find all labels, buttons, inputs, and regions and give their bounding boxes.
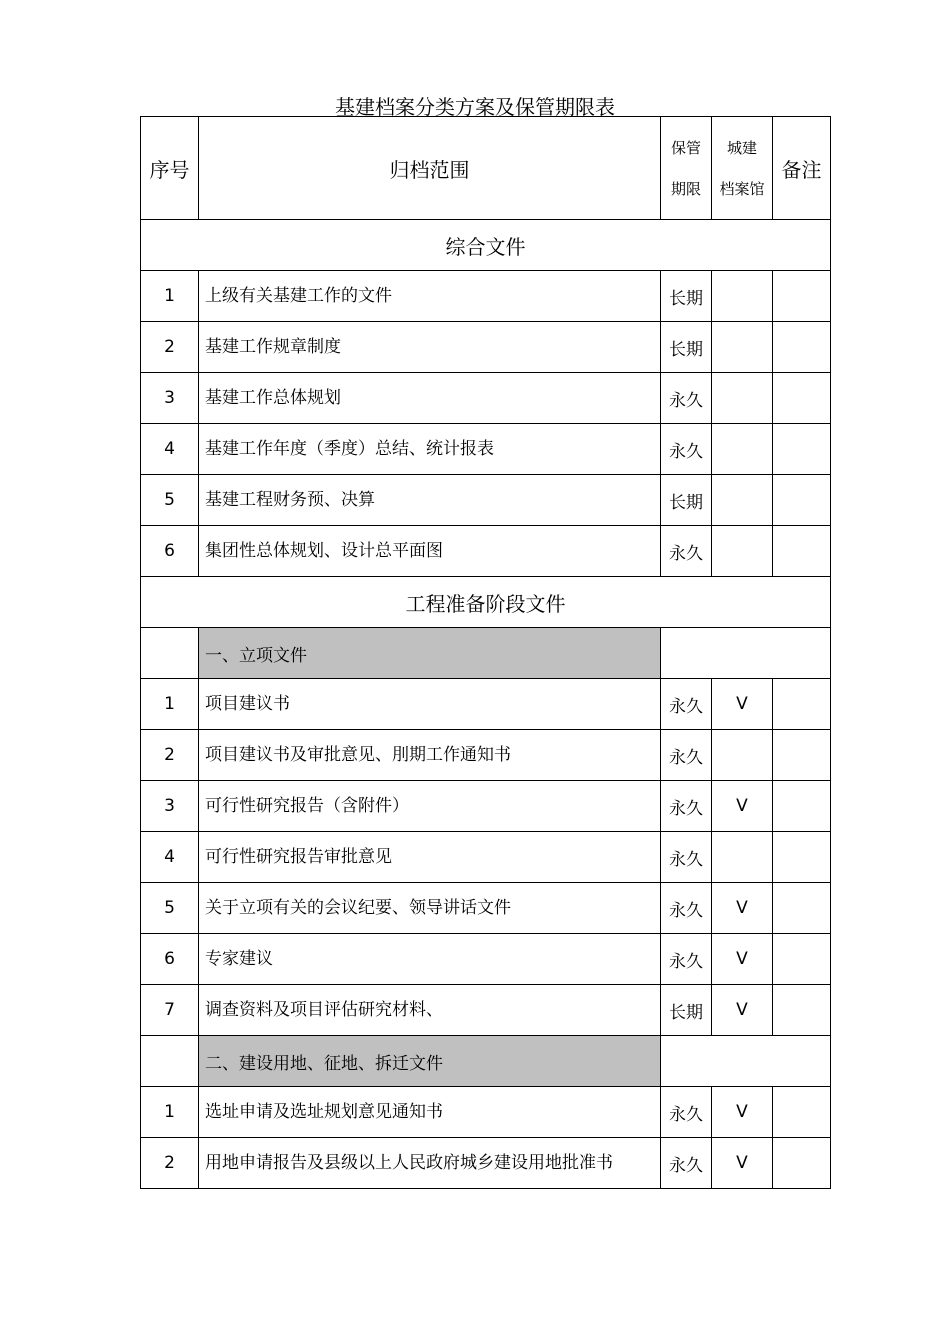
table-row — [141, 1138, 831, 1189]
row-scope: 基建工作总体规划 — [199, 373, 661, 424]
table-row — [141, 475, 831, 526]
table-row — [141, 373, 831, 424]
subsection-row — [141, 628, 831, 679]
row-archive-mark — [712, 424, 773, 475]
row-remark — [773, 883, 831, 934]
row-period: 永久 — [661, 1087, 712, 1138]
header-scope: 归档范围 — [199, 117, 661, 220]
row-number: 6 — [141, 934, 199, 985]
row-period: 永久 — [661, 373, 712, 424]
row-number: 5 — [141, 475, 199, 526]
row-scope: 可行性研究报告审批意见 — [199, 832, 661, 883]
table-row — [141, 985, 831, 1036]
header-row — [141, 117, 831, 220]
row-number: 2 — [141, 322, 199, 373]
row-number: 1 — [141, 1087, 199, 1138]
row-number: 4 — [141, 832, 199, 883]
row-period: 长期 — [661, 271, 712, 322]
table-row — [141, 883, 831, 934]
row-scope: 关于立项有关的会议纪要、领导讲话文件 — [199, 883, 661, 934]
section-title: 综合文件 — [141, 220, 831, 271]
row-archive-mark — [712, 373, 773, 424]
row-remark — [773, 1138, 831, 1189]
header-remark: 备注 — [773, 117, 831, 220]
row-period: 长期 — [661, 322, 712, 373]
row-scope: 用地申请报告及县级以上人民政府城乡建设用地批准书 — [199, 1138, 661, 1189]
row-archive-mark — [712, 475, 773, 526]
row-scope: 调查资料及项目评估研究材料、 — [199, 985, 661, 1036]
row-archive-mark: V — [712, 985, 773, 1036]
row-period: 永久 — [661, 526, 712, 577]
row-period: 永久 — [661, 424, 712, 475]
table-row — [141, 730, 831, 781]
row-scope: 上级有关基建工作的文件 — [199, 271, 661, 322]
table-row — [141, 781, 831, 832]
header-period-line1: 保管 — [670, 139, 701, 157]
row-period: 永久 — [661, 934, 712, 985]
row-number: 5 — [141, 883, 199, 934]
row-scope: 集团性总体规划、设计总平面图 — [199, 526, 661, 577]
row-remark — [773, 322, 831, 373]
subsection-title: 一、立项文件 — [199, 628, 661, 679]
row-scope: 可行性研究报告（含附件） — [199, 781, 661, 832]
archive-table — [140, 116, 831, 1189]
row-remark — [773, 934, 831, 985]
row-scope: 项目建议书及审批意见、刖期工作通知书 — [199, 730, 661, 781]
document-title: 基建档案分类方案及保管期限表 — [335, 95, 615, 119]
subsection-blank-cell — [141, 628, 199, 679]
section-title: 工程准备阶段文件 — [141, 577, 831, 628]
row-archive-mark: V — [712, 883, 773, 934]
row-period: 永久 — [661, 832, 712, 883]
header-period — [661, 117, 712, 220]
section-row — [141, 577, 831, 628]
row-period: 长期 — [661, 475, 712, 526]
row-scope: 基建工程财务预、决算 — [199, 475, 661, 526]
row-scope: 专家建议 — [199, 934, 661, 985]
subsection-row — [141, 1036, 831, 1087]
row-remark — [773, 373, 831, 424]
row-number: 3 — [141, 781, 199, 832]
row-remark — [773, 679, 831, 730]
table-row — [141, 934, 831, 985]
row-archive-mark: V — [712, 934, 773, 985]
subsection-title: 二、建设用地、征地、拆迁文件 — [199, 1036, 661, 1087]
row-remark — [773, 526, 831, 577]
table-row — [141, 679, 831, 730]
row-remark — [773, 832, 831, 883]
header-period-line2: 期限 — [670, 180, 701, 198]
row-number: 7 — [141, 985, 199, 1036]
header-archive — [712, 117, 773, 220]
row-number: 1 — [141, 679, 199, 730]
subsection-blank-cell — [661, 628, 831, 679]
row-archive-mark — [712, 271, 773, 322]
table-row — [141, 424, 831, 475]
row-archive-mark — [712, 322, 773, 373]
table-row — [141, 271, 831, 322]
row-period: 永久 — [661, 730, 712, 781]
row-number: 2 — [141, 1138, 199, 1189]
row-number: 4 — [141, 424, 199, 475]
row-remark — [773, 781, 831, 832]
row-remark — [773, 475, 831, 526]
header-seq: 序号 — [141, 117, 199, 220]
subsection-blank-cell — [141, 1036, 199, 1087]
row-remark — [773, 271, 831, 322]
row-remark — [773, 1087, 831, 1138]
row-period: 永久 — [661, 1138, 712, 1189]
header-archive-line1: 城建 — [726, 139, 757, 157]
subsection-blank-cell — [661, 1036, 831, 1087]
row-number: 2 — [141, 730, 199, 781]
header-archive-line2: 档案馆 — [719, 180, 765, 198]
row-period: 长期 — [661, 985, 712, 1036]
table-row — [141, 526, 831, 577]
row-scope: 项目建议书 — [199, 679, 661, 730]
row-archive-mark — [712, 730, 773, 781]
row-remark — [773, 985, 831, 1036]
row-remark — [773, 730, 831, 781]
row-archive-mark: V — [712, 679, 773, 730]
row-archive-mark: V — [712, 1087, 773, 1138]
row-period: 永久 — [661, 883, 712, 934]
row-period: 永久 — [661, 679, 712, 730]
section-row — [141, 220, 831, 271]
table-row — [141, 832, 831, 883]
row-scope: 基建工作年度（季度）总结、统计报表 — [199, 424, 661, 475]
row-archive-mark: V — [712, 781, 773, 832]
row-archive-mark — [712, 832, 773, 883]
row-period: 永久 — [661, 781, 712, 832]
row-archive-mark — [712, 526, 773, 577]
row-number: 6 — [141, 526, 199, 577]
row-number: 3 — [141, 373, 199, 424]
table-row — [141, 322, 831, 373]
row-number: 1 — [141, 271, 199, 322]
row-scope: 选址申请及选址规划意见通知书 — [199, 1087, 661, 1138]
row-archive-mark: V — [712, 1138, 773, 1189]
table-row — [141, 1087, 831, 1138]
row-remark — [773, 424, 831, 475]
row-scope: 基建工作规章制度 — [199, 322, 661, 373]
